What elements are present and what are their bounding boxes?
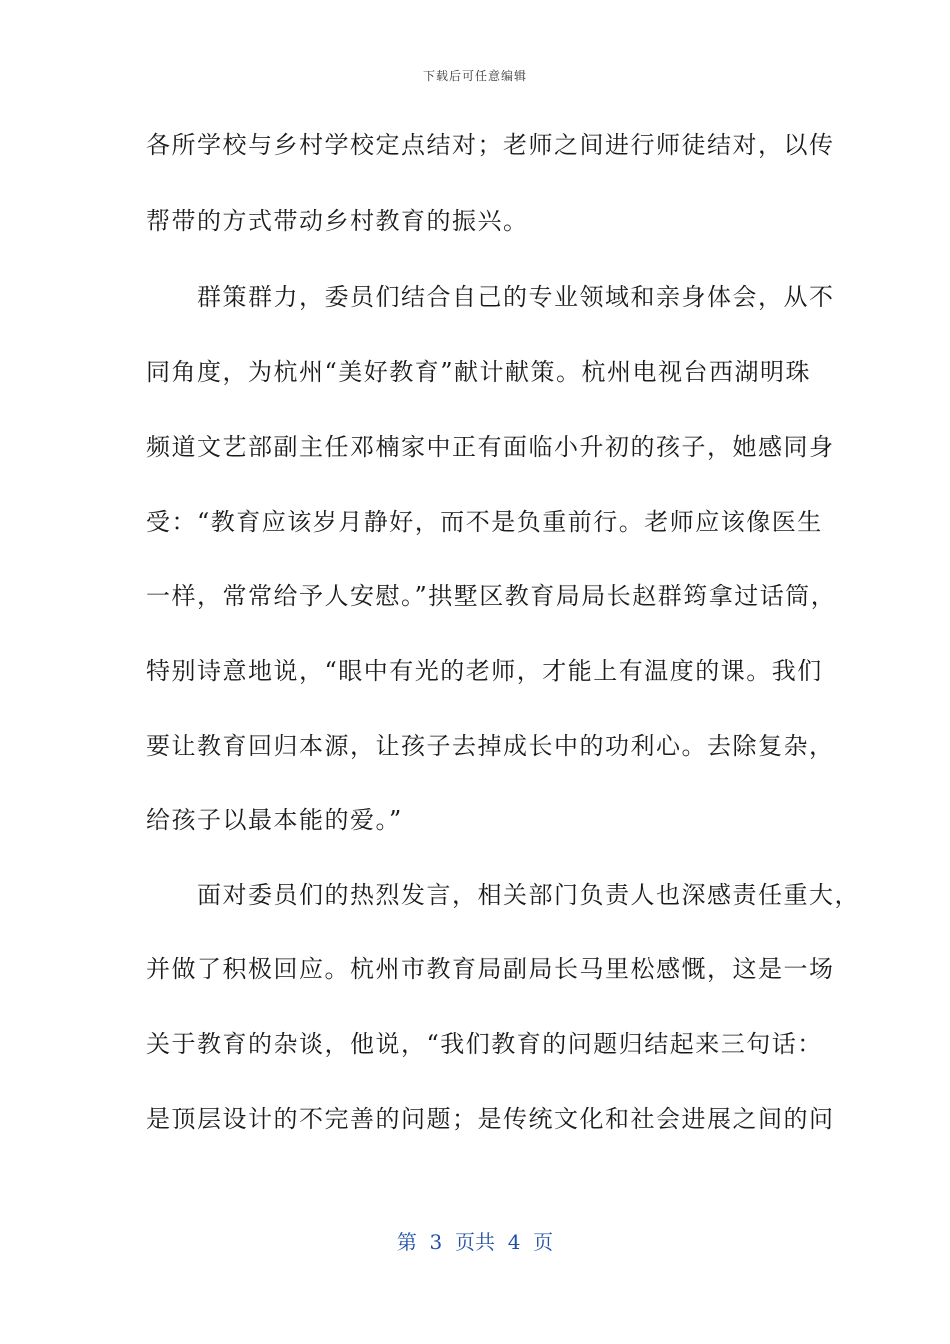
text-line: 要让教育回归本源，让孩子去掉成长中的功利心。去除复杂， (146, 732, 835, 760)
text-line: 是顶层设计的不完善的问题；是传统文化和社会进展之间的问 (146, 1105, 835, 1133)
paragraph-start-line: 群策群力，委员们结合自己的专业领域和亲身体会，从不 (146, 283, 835, 311)
text-line: 给孩子以最本能的爱。” (146, 806, 403, 834)
text-line: 受：“教育应该岁月静好，而不是负重前行。老师应该像医生 (146, 508, 823, 536)
text-line: 一样，常常给予人安慰。”拱墅区教育局局长赵群筠拿过话筒， (146, 582, 837, 610)
text-line: 同角度，为杭州“美好教育”献计献策。杭州电视台西湖明珠 (146, 358, 812, 386)
text-line: 关于教育的杂谈，他说，“我们教育的问题归结起来三句话： (146, 1030, 823, 1058)
text-line: 特别诗意地说，“眼中有光的老师，才能上有温度的课。我们 (146, 657, 823, 685)
text-line: 帮带的方式带动乡村教育的振兴。 (146, 207, 529, 235)
text-line: 各所学校与乡村学校定点结对；老师之间进行师徒结对，以传 (146, 131, 835, 159)
text-line: 并做了积极回应。杭州市教育局副局长马里松感慨，这是一场 (146, 955, 835, 983)
paragraph-start-line: 面对委员们的热烈发言，相关部门负责人也深感责任重大， (146, 881, 860, 909)
page-header-note: 下载后可任意编辑 (422, 69, 527, 83)
text-line: 频道文艺部副主任邓楠家中正有面临小升初的孩子，她感同身 (146, 433, 835, 461)
page-number-footer: 第 3 页共 4 页 (396, 1230, 554, 1254)
